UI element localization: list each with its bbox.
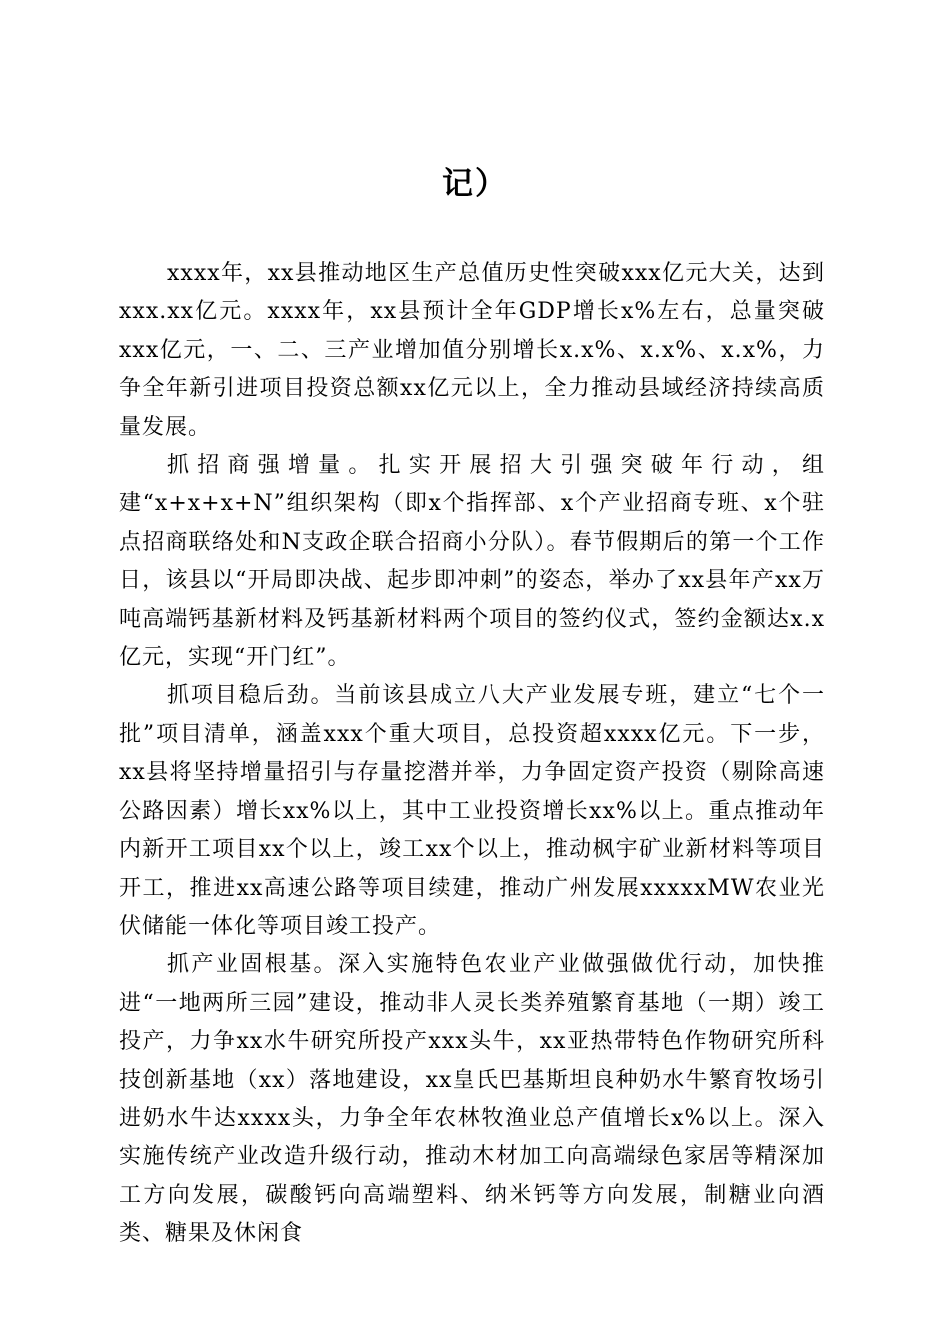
paragraph-investment-attraction: 抓招商强增量。扎实开展招大引强突破年行动，组建“x+x+x+N”组织架构（即x个指挥部、x个产业招商专班、x个驻点招商联络处和N支政企联合招商小分队）。春节假期后的第一个工作日，该县以“开局即决战、起步即冲刺”的姿态，举办了xx县年产xx万吨高端钙基新材料及钙基新材料两个项目的签约仪式，签约金额达x.x亿元，实现“开门红”。 [119, 453, 825, 671]
paragraph-gdp-overview: xxxx年，xx县推动地区生产总值历史性突破xxx亿元大关，达到xxx.xx亿元。xxxx年，xx县预计全年GDP增长x%左右，总量突破xxx亿元，一、二、三产业增加值分别增长x.x%、x.x%、x.x%，力争全年新引进项目投资总额xx亿元以上，全力推动县域经济持续高质量发展。 [119, 261, 825, 440]
paragraph-projects: 抓项目稳后劲。当前该县成立八大产业发展专班，建立“七个一批”项目清单，涵盖xxx个重大项目，总投资超xxxx亿元。下一步，xx县将坚持增量招引与存量挖潜并举，力争固定资产投资（剔除高速公路因素）增长xx%以上，其中工业投资增长xx%以上。重点推动年内新开工项目xx个以上，竣工xx个以上，推动枫宇矿业新材料等项目开工，推进xx高速公路等项目续建，推动广州发展xxxxxMW农业光伏储能一体化等项目竣工投产。 [119, 683, 825, 939]
document-title: 记） [442, 166, 508, 202]
document-body [119, 255, 825, 1254]
paragraph-industry: 抓产业固根基。深入实施特色农业产业做强做优行动，加快推进“一地两所三园”建设，推动非人灵长类养殖繁育基地（一期）竣工投产，力争xx水牛研究所投产xxx头牛，xx亚热带特色作物研究所科技创新基地（xx）落地建设，xx皇氏巴基斯坦良种奶水牛繁育牧场引进奶水牛达xxxx头，力争全年农林牧渔业总产值增长x%以上。深入实施传统产业改造升级行动，推动木材加工向高端绿色家居等精深加工方向发展，碳酸钙向高端塑料、纳米钙等方向发展，制糖业向酒类、糖果及休闲食 [119, 952, 825, 1247]
